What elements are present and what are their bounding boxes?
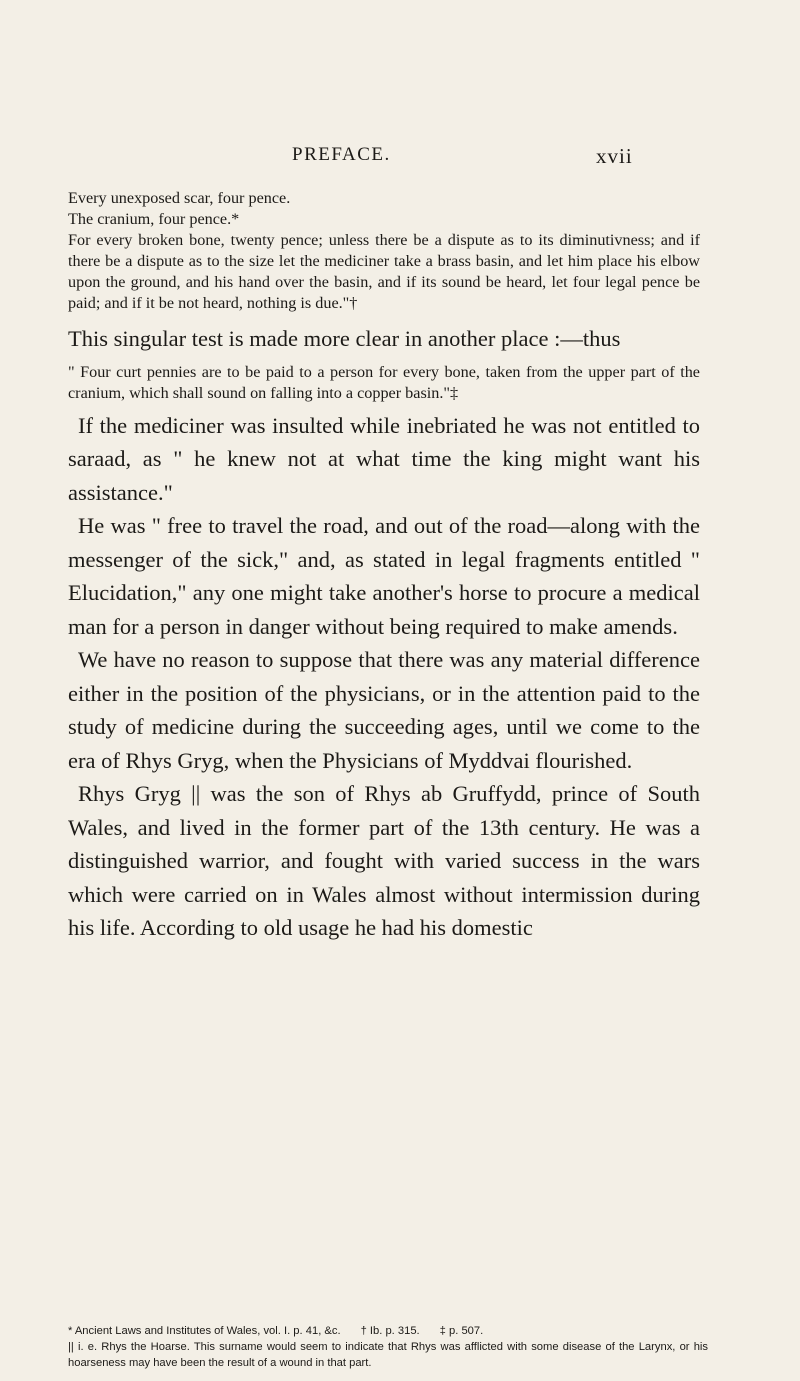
quote-line-cranium: The cranium, four pence.* [68,210,240,228]
paragraph-material-difference: We have no reason to suppose that there was any material difference either in the position of the physicians, or in the attention paid to the study of medicine during the succeeding ages, until we come to the era of Rhys Gryg, when the Physicians of Myddvai flourished. [68,647,700,773]
main-text [68,188,700,945]
paragraph-inebriated: If the mediciner was insulted while inebriated he was not entitled to saraad, as " he knew not at what time the king might want his assistance." [68,412,700,505]
footnote-line-1 [68,1323,708,1339]
quote-line-scar: Every unexposed scar, four pence. [68,189,291,207]
paragraph-singular-test: This singular test is made more clear in another place :—thus [68,326,621,351]
footnote-ancient-laws: * Ancient Laws and Institutes of Wales, vol. I. p. 41, &c. [68,1325,341,1337]
footnote-ib: † Ib. p. 315. [360,1325,420,1337]
paragraph-rhys-gryg: Rhys Gryg || was the son of Rhys ab Gruffydd, prince of South Wales, and lived in the former part of the 13th century. He was a distinguished warrior, and fought with varied success in the wars which were carried on in Wales almost without intermission during his life. According to old usage he had his domestic [68,781,700,940]
quote-broken-bone: For every broken bone, twenty pence; unless there be a dispute as to its diminutivness; and if there be a dispute as to the size let the mediciner take a brass basin, and let him place his elbow upon the ground, and his hand over the basin, and if its sound be heard, let four legal pence be paid; and if it be not heard, nothing is due."† [68,231,700,312]
footnotes [68,1323,708,1371]
quote-four-curt-pennies: " Four curt pennies are to be paid to a person for every bone, taken from the upper part of the cranium, which shall sound on falling into a copper basin."‡ [68,362,700,402]
footnote-p507: ‡ p. 507. [439,1325,484,1337]
footnote-rhys-hoarse: || i. e. Rhys the Hoarse. This surname would seem to indicate that Rhys was afflicted with some disease of the Larynx, or his hoarseness may have been the result of a wound in that part. [68,1341,708,1369]
paragraph-free-to-travel: He was " free to travel the road, and out of the road—along with the messenger of the sick," and, as stated in legal fragments entitled " Elucidation," any one might take another's horse to procure a medical man for a person in danger without being required to make amends. [68,513,700,639]
running-head [0,144,800,174]
page-number: xvii [596,144,633,168]
running-title: PREFACE. [292,144,391,165]
